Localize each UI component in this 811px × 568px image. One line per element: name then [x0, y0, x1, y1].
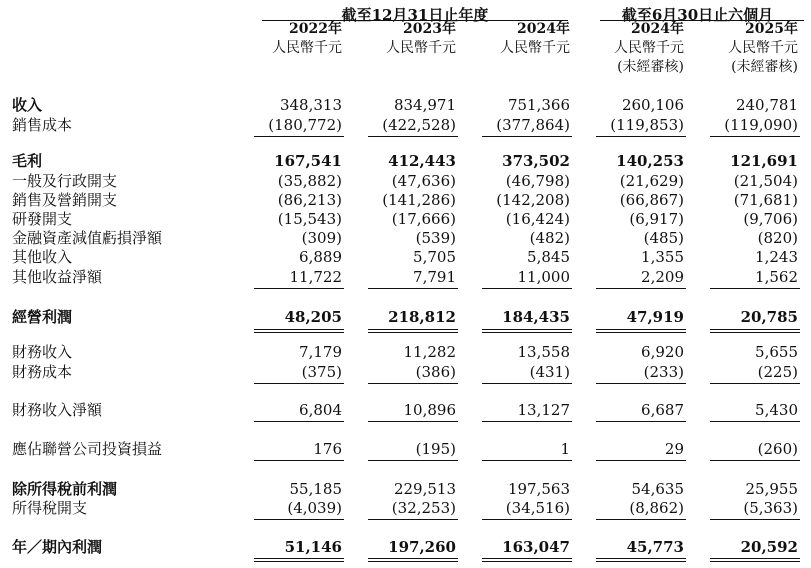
row-label: 財務收入淨額: [12, 401, 103, 419]
column-note: (未經審核): [731, 59, 798, 75]
row-value: (233): [643, 363, 684, 381]
row-value: 6,687: [641, 401, 684, 419]
row-value: 48,205: [284, 308, 342, 326]
row-value: 5,430: [755, 401, 798, 419]
single-rule: [368, 421, 458, 422]
single-rule: [254, 136, 344, 137]
row-value: (309): [301, 229, 342, 247]
row-label: 金融資產減值虧損淨額: [12, 229, 163, 247]
row-value: 5,655: [755, 343, 798, 361]
row-value: 751,366: [507, 96, 570, 114]
table-row: [0, 210, 811, 229]
single-rule: [368, 136, 458, 137]
table-row: [0, 191, 811, 210]
row-value: 2,209: [641, 268, 684, 286]
row-label: 財務成本: [12, 363, 73, 381]
table-row: [0, 480, 811, 499]
row-value: (482): [529, 229, 570, 247]
row-label: 其他收益淨額: [12, 268, 103, 286]
row-value: 45,773: [626, 538, 684, 556]
row-value: (21,504): [733, 172, 798, 190]
row-value: 176: [313, 440, 342, 458]
row-value: 5,845: [527, 248, 570, 266]
row-value: (180,772): [268, 116, 342, 134]
column-year: 2023年: [403, 21, 456, 37]
single-rule: [254, 460, 344, 461]
row-value: (422,528): [382, 116, 456, 134]
row-value: (17,666): [391, 210, 456, 228]
row-value: 167,541: [274, 152, 342, 170]
row-value: 229,513: [393, 480, 456, 498]
row-value: (485): [643, 229, 684, 247]
row-value: 260,106: [621, 96, 684, 114]
row-value: 47,919: [626, 308, 684, 326]
row-value: 240,781: [735, 96, 798, 114]
row-value: 121,691: [730, 152, 798, 170]
row-value: 20,592: [740, 538, 798, 556]
column-year: 2025年: [745, 21, 798, 37]
row-label: 年／期內利潤: [12, 538, 103, 556]
column-note: (未經審核): [617, 59, 684, 75]
row-label: 其他收入: [12, 248, 73, 266]
double-rule: [482, 558, 572, 562]
row-value: 348,313: [279, 96, 342, 114]
column-unit: 人民幣千元: [386, 40, 456, 56]
double-rule: [596, 329, 686, 333]
row-value: 1,562: [755, 268, 798, 286]
row-value: 1,355: [641, 248, 684, 266]
row-value: 6,889: [299, 248, 342, 266]
group-header-year-end-label: 截至12月31日止年度: [341, 6, 489, 24]
double-rule: [710, 558, 800, 562]
row-value: 6,804: [299, 401, 342, 419]
table-row: [0, 172, 811, 191]
row-value: 412,443: [388, 152, 456, 170]
column-unit: 人民幣千元: [272, 40, 342, 56]
row-value: (5,363): [743, 499, 798, 517]
table-row: [0, 152, 811, 171]
row-value: (141,286): [382, 191, 456, 209]
single-rule: [596, 421, 686, 422]
single-rule: [482, 519, 572, 520]
row-label: 一般及行政開支: [12, 172, 118, 190]
row-label: 銷售成本: [12, 116, 73, 134]
row-value: 54,635: [631, 480, 684, 498]
row-value: (16,424): [505, 210, 570, 228]
double-rule: [254, 329, 344, 333]
row-value: 197,563: [507, 480, 570, 498]
column-header-2024: [460, 20, 570, 58]
row-value: 7,791: [413, 268, 456, 286]
single-rule: [710, 288, 800, 289]
single-rule: [596, 288, 686, 289]
double-rule: [596, 558, 686, 562]
row-value: 29: [664, 440, 684, 458]
row-value: (15,543): [277, 210, 342, 228]
single-rule: [710, 383, 800, 384]
row-value: (46,798): [505, 172, 570, 190]
row-value: (47,636): [391, 172, 456, 190]
row-label: 除所得稅前利潤: [12, 480, 118, 498]
row-value: (431): [529, 363, 570, 381]
row-value: (66,867): [619, 191, 684, 209]
table-row: [0, 440, 811, 459]
row-label: 所得稅開支: [12, 499, 88, 517]
column-header-2024-h1: [574, 20, 684, 77]
column-year: 2022年: [289, 21, 342, 37]
row-value: 11,722: [289, 268, 342, 286]
row-value: (377,864): [496, 116, 570, 134]
row-value: (820): [757, 229, 798, 247]
row-value: 834,971: [393, 96, 456, 114]
row-label: 財務收入: [12, 343, 73, 361]
single-rule: [368, 460, 458, 461]
column-year: 2024年: [631, 21, 684, 37]
single-rule: [710, 421, 800, 422]
double-rule: [368, 329, 458, 333]
single-rule: [596, 519, 686, 520]
single-rule: [368, 383, 458, 384]
row-value: (142,208): [496, 191, 570, 209]
single-rule: [710, 519, 800, 520]
column-unit: 人民幣千元: [728, 40, 798, 56]
row-value: 11,282: [403, 343, 456, 361]
row-value: 1: [560, 440, 570, 458]
row-value: 218,812: [388, 308, 456, 326]
row-value: (6,917): [629, 210, 684, 228]
row-value: (375): [301, 363, 342, 381]
row-value: 6,920: [641, 343, 684, 361]
double-rule: [254, 558, 344, 562]
row-label: 應佔聯營公司投資損益: [12, 440, 163, 458]
group-header-six-months-label: 截至6月30日止六個月: [621, 6, 774, 24]
single-rule: [482, 421, 572, 422]
row-value: (225): [757, 363, 798, 381]
single-rule: [254, 519, 344, 520]
row-value: 11,000: [517, 268, 570, 286]
row-value: (86,213): [277, 191, 342, 209]
single-rule: [254, 383, 344, 384]
row-label: 毛利: [12, 152, 43, 170]
row-value: 25,955: [745, 480, 798, 498]
row-value: 20,785: [740, 308, 798, 326]
column-header-2025-h1: [688, 20, 798, 77]
single-rule: [482, 460, 572, 461]
row-label: 研發開支: [12, 210, 73, 228]
single-rule: [482, 383, 572, 384]
table-row: [0, 116, 811, 135]
table-row: [0, 96, 811, 115]
row-value: (9,706): [743, 210, 798, 228]
single-rule: [596, 383, 686, 384]
row-value: 13,558: [517, 343, 570, 361]
column-header-2022: [232, 20, 342, 58]
row-value: 5,705: [413, 248, 456, 266]
row-value: 140,253: [616, 152, 684, 170]
row-value: (119,090): [724, 116, 798, 134]
row-value: (195): [415, 440, 456, 458]
row-value: (119,853): [610, 116, 684, 134]
double-rule: [482, 329, 572, 333]
column-unit: 人民幣千元: [614, 40, 684, 56]
single-rule: [596, 136, 686, 137]
single-rule: [254, 288, 344, 289]
table-row: [0, 268, 811, 287]
table-row: [0, 308, 811, 327]
row-value: (71,681): [733, 191, 798, 209]
row-value: (4,039): [287, 499, 342, 517]
row-value: 10,896: [403, 401, 456, 419]
table-row: [0, 229, 811, 248]
row-value: (539): [415, 229, 456, 247]
row-label: 收入: [12, 96, 43, 114]
row-value: 1,243: [755, 248, 798, 266]
row-value: 7,179: [299, 343, 342, 361]
column-unit: 人民幣千元: [500, 40, 570, 56]
single-rule: [596, 460, 686, 461]
single-rule: [254, 421, 344, 422]
table-row: [0, 538, 811, 557]
double-rule: [710, 329, 800, 333]
single-rule: [368, 288, 458, 289]
single-rule: [710, 460, 800, 461]
row-value: (35,882): [277, 172, 342, 190]
row-label: 銷售及營銷開支: [12, 191, 118, 209]
double-rule: [368, 558, 458, 562]
single-rule: [482, 288, 572, 289]
row-value: (34,516): [505, 499, 570, 517]
row-value: 55,185: [289, 480, 342, 498]
table-row: [0, 499, 811, 518]
single-rule: [710, 136, 800, 137]
table-row: [0, 343, 811, 362]
single-rule: [482, 136, 572, 137]
column-year: 2024年: [517, 21, 570, 37]
row-value: 163,047: [502, 538, 570, 556]
row-value: (8,862): [629, 499, 684, 517]
row-value: 184,435: [502, 308, 570, 326]
row-value: (260): [757, 440, 798, 458]
single-rule: [368, 519, 458, 520]
table-row: [0, 363, 811, 382]
row-value: 197,260: [388, 538, 456, 556]
row-label: 經營利潤: [12, 308, 73, 326]
row-value: 373,502: [502, 152, 570, 170]
row-value: (386): [415, 363, 456, 381]
column-header-2023: [346, 20, 456, 58]
row-value: 51,146: [284, 538, 342, 556]
row-value: (32,253): [391, 499, 456, 517]
row-value: 13,127: [517, 401, 570, 419]
row-value: (21,629): [619, 172, 684, 190]
table-row: [0, 248, 811, 267]
table-row: [0, 401, 811, 420]
